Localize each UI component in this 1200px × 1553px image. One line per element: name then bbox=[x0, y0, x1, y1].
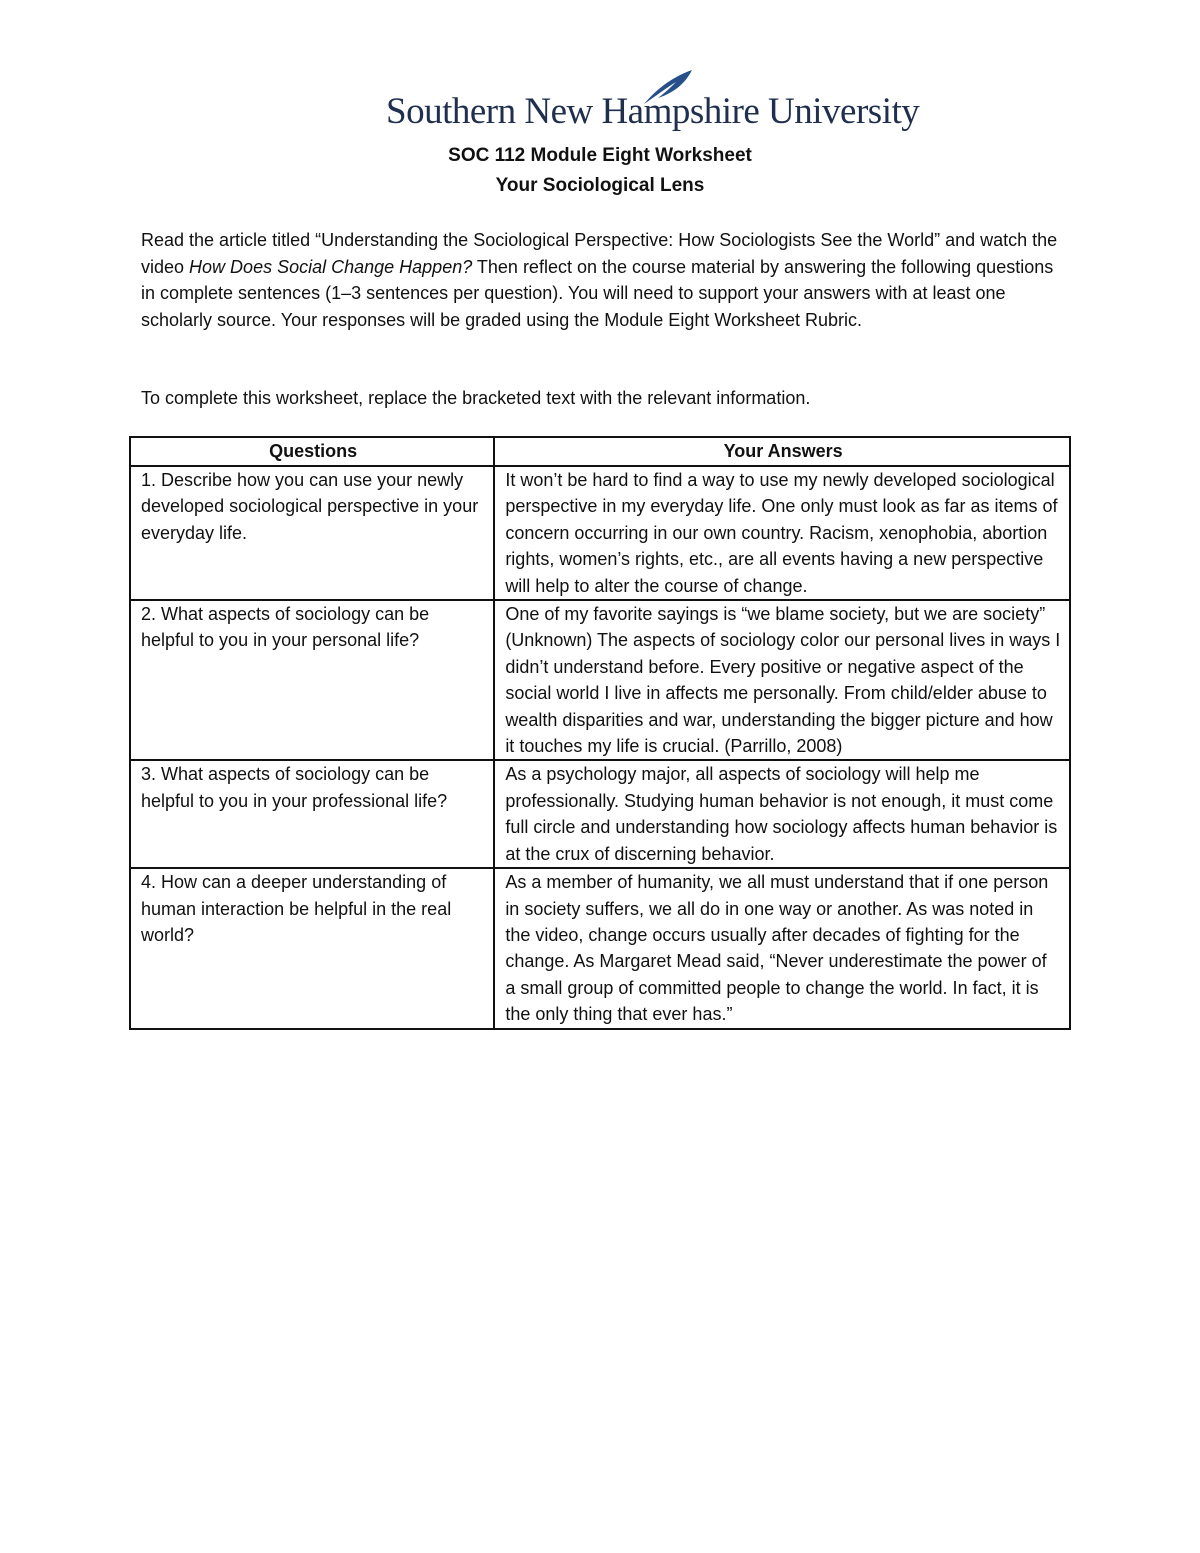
question-cell: 1. Describe how you can use your newly developed sociological perspective in your everyday life. bbox=[130, 466, 494, 600]
answer-cell[interactable]: As a member of humanity, we all must understand that if one person in society suffers, we all do in one way or another. As was noted in the video, change occurs usually after decades of fighting for the change. As Margaret Mead said, “Never underestimate the power of a small group of committed people to change the world. In fact, it is the only thing that ever has.” bbox=[494, 868, 1070, 1028]
instructions-paragraph bbox=[141, 227, 1066, 333]
worksheet-subtitle: Your Sociological Lens bbox=[495, 175, 705, 196]
instructions-text-a: Read the article titled “Understanding the Sociological Perspective: How Sociologists See the World” and watch the video bbox=[141, 230, 1058, 277]
question-cell: 4. How can a deeper understanding of human interaction be helpful in the real world? bbox=[130, 868, 494, 1028]
instructions-text-b: Then reflect on the course material by answering the following questions in complete sentences (1–3 sentences per question). You will need to support your answers with at least one scholarly source. Your responses will be graded using the Module Eight Worksheet Rubric. bbox=[141, 256, 1054, 330]
completion-instructions: To complete this worksheet, replace the bracketed text with the relevant information. bbox=[141, 388, 811, 408]
table-row bbox=[130, 600, 1070, 760]
question-cell: 2. What aspects of sociology can be helpful to you in your personal life? bbox=[130, 600, 494, 760]
worksheet-table bbox=[129, 436, 1071, 1030]
answers-header: Your Answers bbox=[494, 437, 1070, 466]
table-row bbox=[130, 466, 1070, 600]
questions-header: Questions bbox=[130, 437, 494, 466]
answer-cell[interactable]: One of my favorite sayings is “we blame society, but we are society” (Unknown) The aspects of sociology color our personal lives in ways I didn’t understand before. Every positive or negative aspect of the social world I live in affects me personally. From child/elder abuse to wealth disparities and war, understanding the bigger picture and how it touches my life is crucial. (Parrillo, 2008) bbox=[494, 600, 1070, 760]
question-cell: 3. What aspects of sociology can be helpful to you in your professional life? bbox=[130, 760, 494, 868]
answer-cell[interactable]: As a psychology major, all aspects of sociology will help me professionally. Studying human behavior is not enough, it must come full circle and understanding how sociology affects human behavior is at the crux of discerning behavior. bbox=[494, 760, 1070, 868]
worksheet-title: SOC 112 Module Eight Worksheet bbox=[448, 145, 752, 166]
video-title: How Does Social Change Happen? bbox=[189, 256, 473, 277]
table-header-row bbox=[130, 437, 1070, 466]
answer-cell[interactable]: It won’t be hard to find a way to use my newly developed sociological perspective in my everyday life. One only must look as far as items of concern occurring in our own country. Racism, xenophobia, abortion rights, women’s rights, etc., are all events having a new perspective will help to alter the course of change. bbox=[494, 466, 1070, 600]
logo-wordmark: Southern New Hampshire University bbox=[386, 91, 920, 132]
table-row bbox=[130, 760, 1070, 868]
university-logo bbox=[386, 68, 920, 138]
table-row bbox=[130, 868, 1070, 1028]
